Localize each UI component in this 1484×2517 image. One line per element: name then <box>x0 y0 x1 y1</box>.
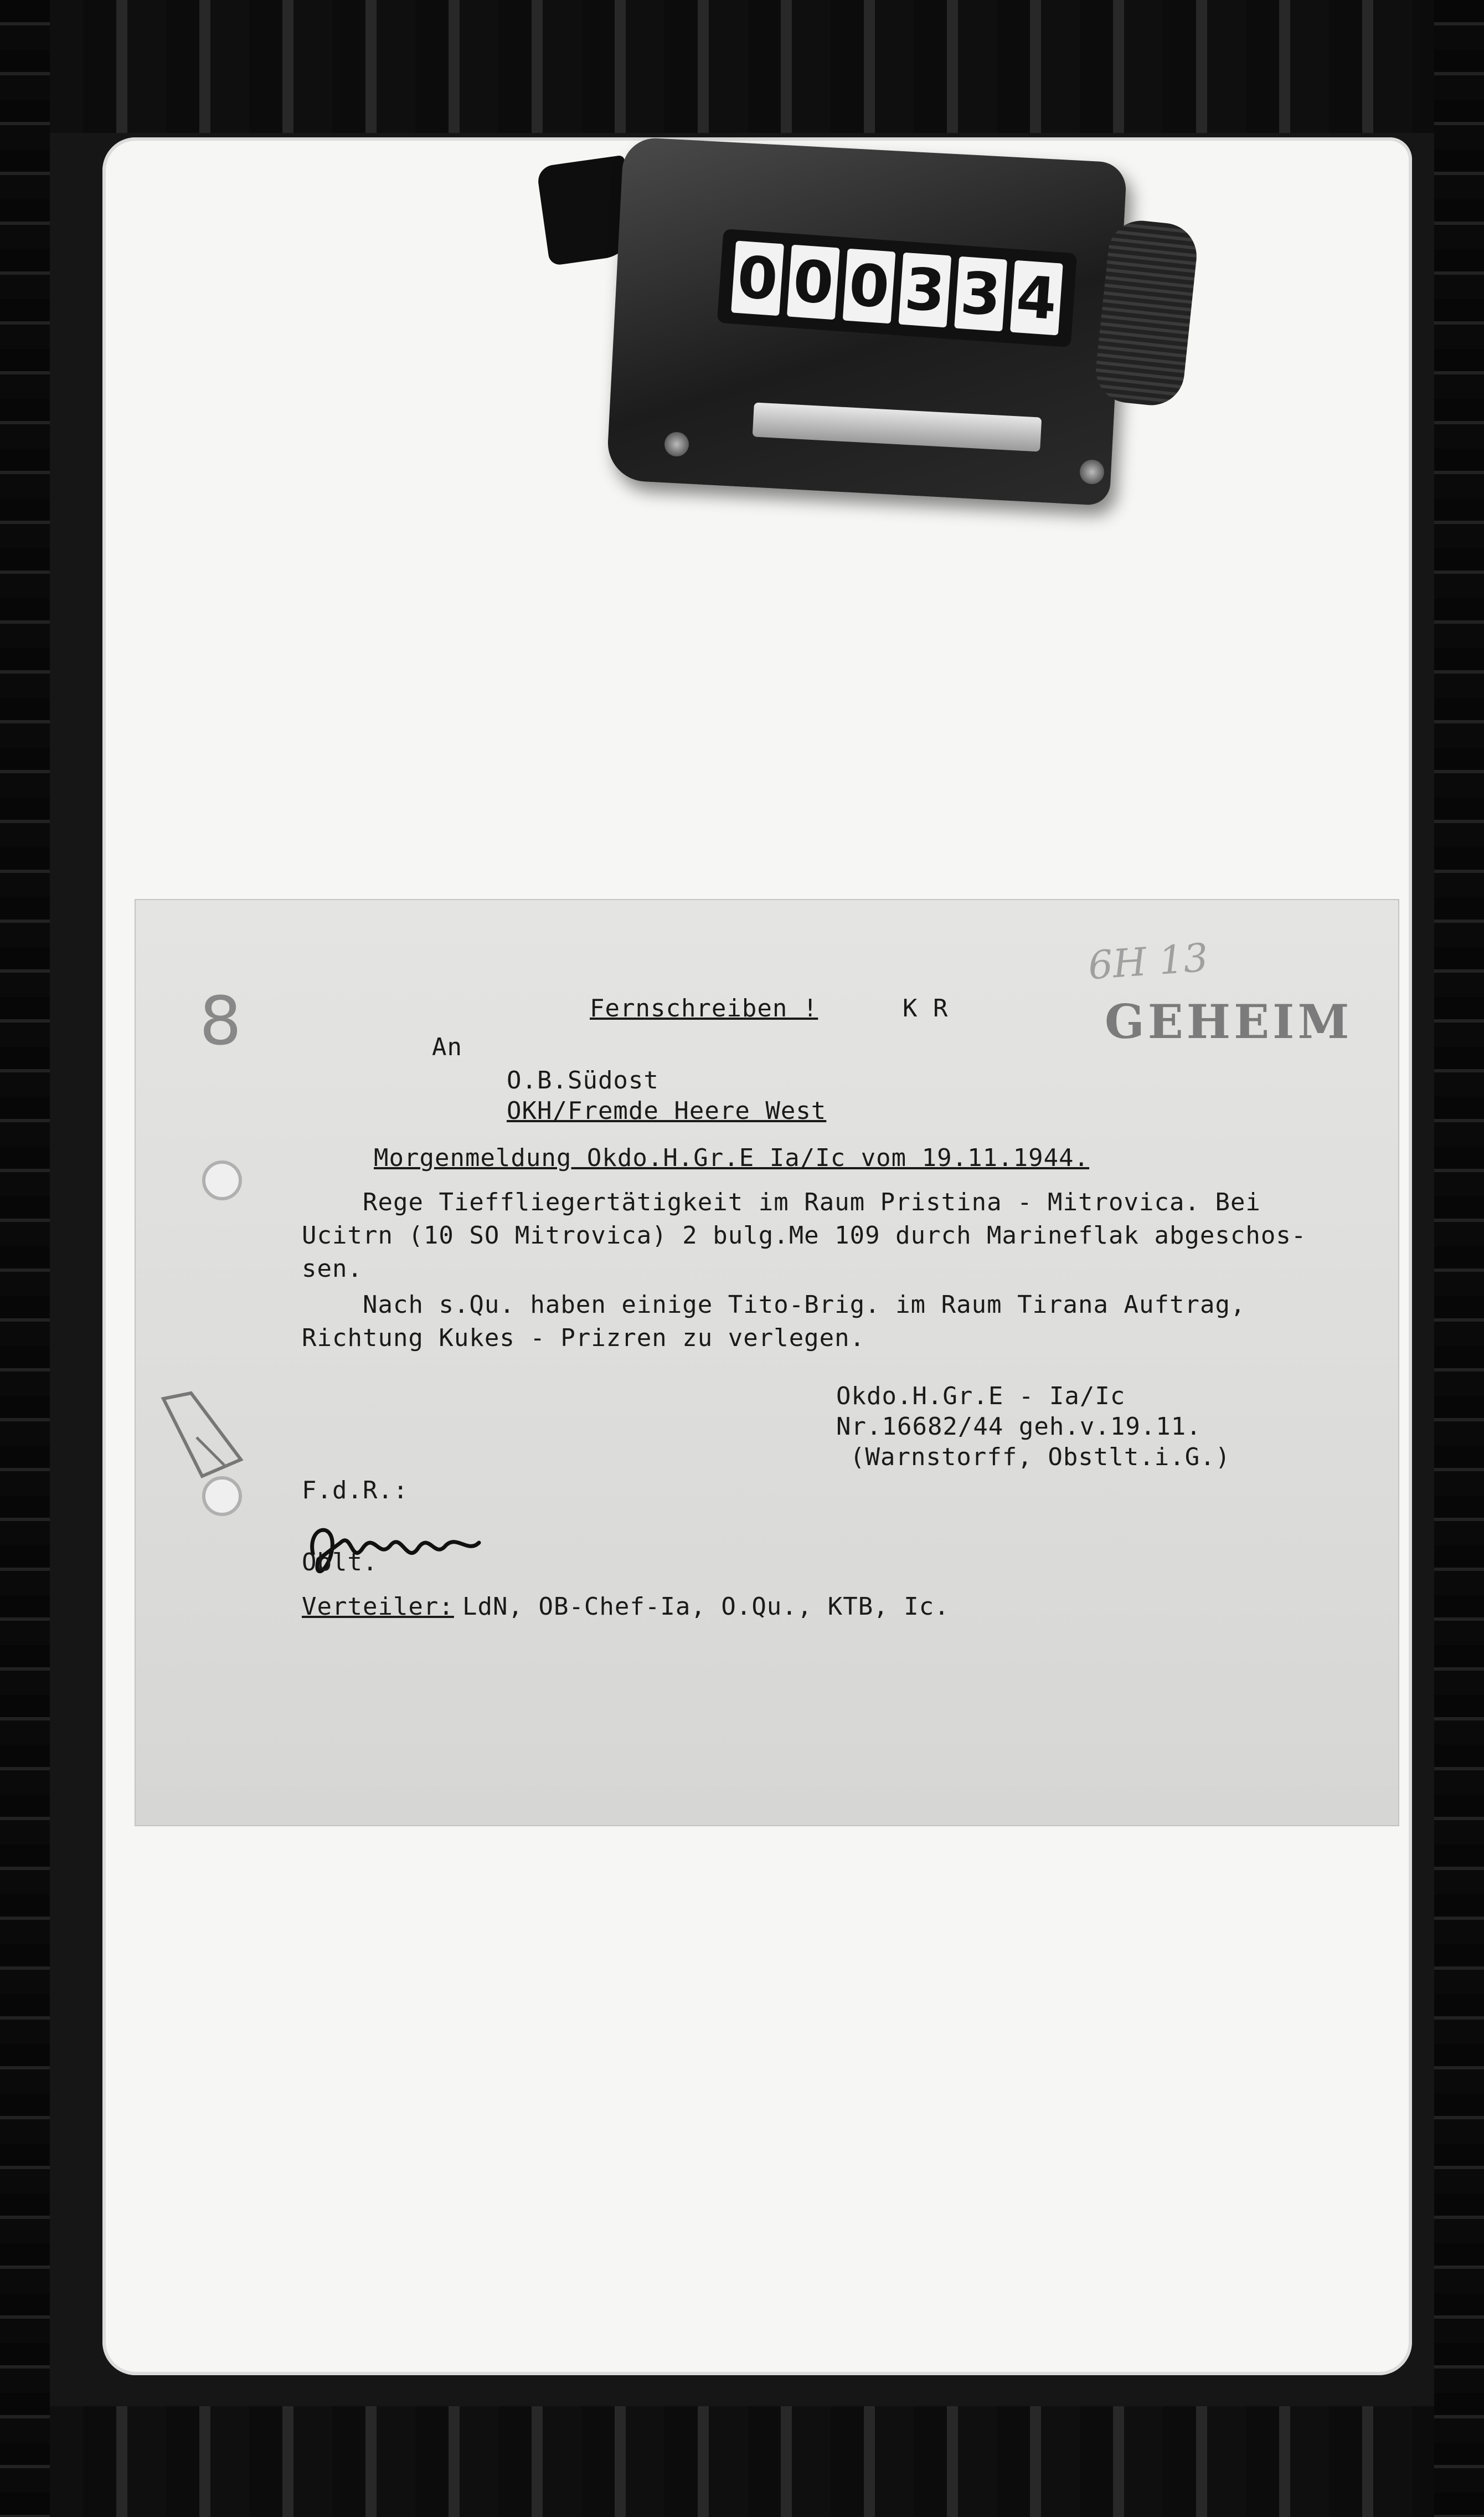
punch-hole <box>202 1160 242 1200</box>
frame-counter-device <box>581 150 1157 499</box>
distribution-list: LdN, OB-Chef-Ia, O.Qu., KTB, Ic. <box>462 1593 950 1621</box>
header-code: K R <box>903 994 949 1023</box>
film-strip-bottom <box>0 2406 1484 2517</box>
recipient-1: O.B.Südost <box>507 1066 659 1095</box>
counter-digit: 0 <box>731 241 784 316</box>
counter-digit: 0 <box>787 245 840 320</box>
signature-rank: Oblt. <box>302 1548 378 1576</box>
recipient-2: OKH/Fremde Heere West <box>507 1097 827 1125</box>
film-strip-top <box>0 0 1484 133</box>
sender-line: (Warnstorff, Obstlt.i.G.) <box>850 1443 1231 1471</box>
to-label: An <box>432 1033 462 1061</box>
screw-icon <box>664 432 689 456</box>
counter-digit: 3 <box>898 253 951 328</box>
body-line: sen. <box>302 1255 363 1283</box>
film-edge-right <box>1434 0 1484 2517</box>
body-line: Ucitrn (10 SO Mitrovica) 2 bulg.Me 109 durch Marineflak abgeschos- <box>302 1221 1307 1250</box>
fdr-label: F.d.R.: <box>302 1476 409 1504</box>
telegram-sheet <box>136 900 1398 1825</box>
distribution-label: Verteiler: <box>302 1593 454 1621</box>
handwritten-8-mark: 8 <box>199 983 242 1060</box>
sender-line: Nr.16682/44 geh.v.19.11. <box>836 1412 1202 1441</box>
counter-digit: 0 <box>843 249 896 324</box>
subject-line: Morgenmeldung Okdo.H.Gr.E Ia/Ic vom 19.11.1944. <box>374 1144 1090 1172</box>
pencil-annotation: 6H 13 <box>1086 934 1210 989</box>
film-edge-left <box>0 0 50 2517</box>
counter-digit: 4 <box>1010 260 1063 336</box>
screw-icon <box>1080 460 1104 484</box>
counter-digit: 3 <box>954 256 1007 332</box>
sender-line: Okdo.H.Gr.E - Ia/Ic <box>836 1382 1126 1410</box>
body-line: Rege Tieffliegertätigkeit im Raum Pristina - Mitrovica. Bei <box>363 1188 1261 1216</box>
body-line: Richtung Kukes - Prizren zu verlegen. <box>302 1324 865 1352</box>
body-line: Nach s.Qu. haben einige Tito-Brig. im Raum Tirana Auftrag, <box>363 1291 1246 1319</box>
paper-clip-fold-icon <box>158 1388 257 1509</box>
telegram-header: Fernschreiben ! <box>590 994 818 1023</box>
secret-stamp: GEHEIM <box>1105 994 1353 1049</box>
